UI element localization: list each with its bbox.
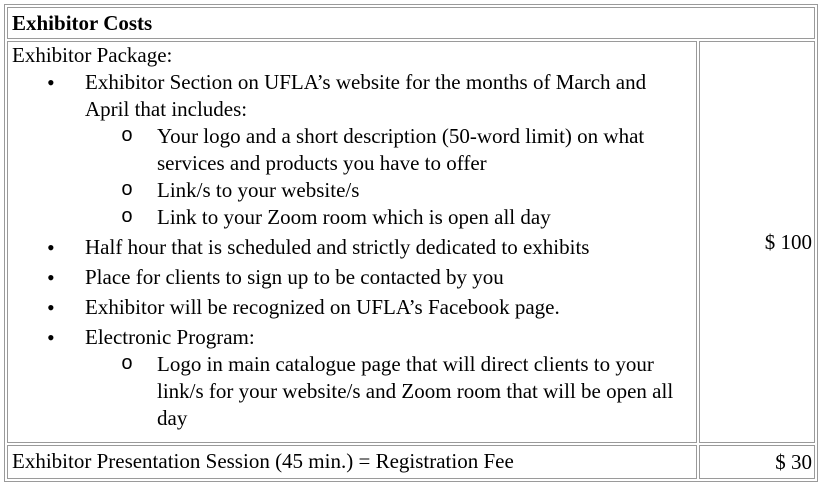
- exhibitor-costs-table-frame: [4, 4, 818, 482]
- table-header-row: [7, 7, 815, 39]
- list-item: [85, 264, 692, 291]
- list-item: [85, 324, 692, 432]
- sub-list: [85, 123, 692, 231]
- presentation-label: Exhibitor Presentation Session (45 min.) = Registration Fee: [7, 445, 697, 479]
- presentation-price: $ 30: [699, 445, 815, 479]
- package-price: $ 100: [699, 41, 815, 443]
- sub-list: [85, 351, 692, 432]
- sub-list-item: o Link/s to your website/s: [157, 177, 692, 204]
- presentation-row: [7, 445, 815, 479]
- list-item: [85, 234, 692, 261]
- list-item-text: Place for clients to sign up to be contacted by you: [85, 265, 504, 289]
- list-item-text: Electronic Program:: [85, 325, 255, 349]
- list-item-text: Exhibitor Section on UFLA’s website for the months of March and April that includes:: [85, 70, 647, 121]
- list-item-text: Half hour that is scheduled and strictly dedicated to exhibits: [85, 235, 590, 259]
- table-header: Exhibitor Costs: [7, 7, 815, 39]
- list-item: [85, 69, 692, 231]
- package-list: [12, 69, 692, 432]
- exhibitor-costs-table: [5, 5, 817, 481]
- package-row: [7, 41, 815, 443]
- sub-list-item: o Link to your Zoom room which is open all day: [157, 204, 692, 231]
- sub-list-item: o Your logo and a short description (50-word limit) on what services and products you have to offer: [157, 123, 692, 177]
- package-cell: [7, 41, 697, 443]
- list-item: [85, 294, 692, 321]
- package-title: Exhibitor Package:: [12, 43, 173, 67]
- sub-list-item: o Logo in main catalogue page that will direct clients to your link/s for your website/s and Zoom room that will be open all day: [157, 351, 692, 432]
- list-item-text: Exhibitor will be recognized on UFLA’s Facebook page.: [85, 295, 560, 319]
